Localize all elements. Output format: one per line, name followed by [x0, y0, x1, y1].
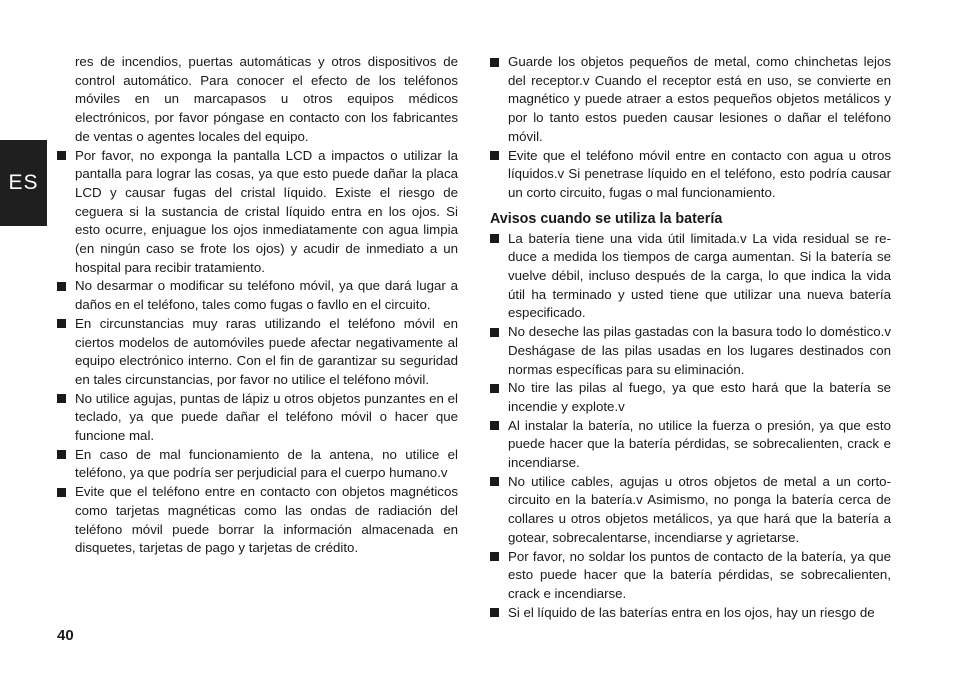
continuation-paragraph: res de incendios, puertas automáticas y otros dispositivos de control automático. Para conocer el efecto de los teléfonos móviles en un marcapasos u otros equipos médicos electrónicos, por favor póngase en contacto con los fabricantes de ventas o agentes locales del equipo.	[75, 54, 458, 144]
list-item: La batería tiene una vida útil limitada.v La vida residual se reduce a medida los tiempos de carga aumentan. Si la batería se vuelve débil, incluso después de la carga, lo que indica la vida útil ha terminado y usted tiene que utilizar una nueva batería especificado.	[490, 230, 891, 324]
bullet-square-icon	[490, 421, 499, 430]
bullet-square-icon	[490, 58, 499, 67]
language-tab	[0, 140, 47, 226]
list-item: No deseche las pilas gastadas con la basura todo lo doméstico.v Deshágase de las pilas usadas en los lugares destinados con normas específicas para su eliminación.	[490, 323, 891, 379]
list-item: No desarmar o modificar su teléfono móvil, ya que dará lugar a daños en el teléfono, tales como fugas o favllo en el circuito.	[57, 277, 458, 314]
bullet-square-icon	[490, 608, 499, 617]
list-item: Guarde los objetos pequeños de metal, como chinchetas lejos del receptor.v Cuando el receptor está en uso, se convierte en magnético y puede atraer a estos pequeños objetos metálicos y por lo tanto estos pueden causar lesiones o dañar el teléfono móvil.	[490, 53, 891, 147]
list-item: No utilice agujas, puntas de lápiz u otros objetos punzantes en el teclado, ya que puede dañar el teléfono móvil o hacer que funcione mal.	[57, 390, 458, 446]
list-item: Por favor, no exponga la pantalla LCD a impactos o utilizar la pantalla para lograr las cosas, ya que esto puede dañar la placa LCD y causar fugas del cristal líquido. Existe el riesgo de ceguera si la sustancia de cristal líquido entra en los ojos. Si esto ocurre, enjuague los ojos inmediatamente con agua limpia (en ningún caso se frote los ojos) y acudir de inmediato a un hospital para recibir tratamiento.	[57, 147, 458, 278]
list-item: Evite que el teléfono entre en contacto con objetos magnéticos como tarjetas magnéticas como las ondas de radiación del teléfono móvil puede borrar la información almacenada en disquetes, tarjetas de pago y tarjetas de crédito.	[57, 483, 458, 558]
bullet-square-icon	[490, 328, 499, 337]
left-column	[57, 53, 458, 558]
bullet-square-icon	[490, 552, 499, 561]
bullet-square-icon	[490, 384, 499, 393]
bullet-square-icon	[490, 234, 499, 243]
list-item: En circunstancias muy raras utilizando el teléfono móvil en ciertos modelos de automóviles puede afectar negativamente al equipo electrónico interno. Con el fin de garantizar su seguridad en tales circunstancias, por favor no utilice el teléfono móvil.	[57, 315, 458, 390]
bullet-square-icon	[57, 151, 66, 160]
bullet-square-icon	[490, 477, 499, 486]
list-item: Al instalar la batería, no utilice la fuerza o presión, ya que esto puede hacer que la batería pérdidas, se sobrecalienten, crack e incendiarse.	[490, 417, 891, 473]
section-heading: Avisos cuando se utiliza la batería	[490, 210, 723, 227]
list-item: Si el líquido de las baterías entra en los ojos, hay un riesgo de	[490, 604, 891, 623]
bullet-square-icon	[57, 450, 66, 459]
list-item: No utilice cables, agujas u otros objetos de metal a un cortocircuito en la batería.v Asimismo, no ponga la batería cerca de collares u otros objetos metálicos, ya que hará que la batería a gotear, sobrecalentarse, incendiarse y agrietarse.	[490, 473, 891, 548]
language-tab-label: ES	[8, 171, 39, 194]
list-item: En caso de mal funcionamiento de la antena, no utilice el teléfono, ya que podría ser perjudicial para el cuerpo humano.v	[57, 446, 458, 483]
bullet-square-icon	[57, 488, 66, 497]
list-item: No tire las pilas al fuego, ya que esto hará que la batería se incendie y explote.v	[490, 379, 891, 416]
bullet-square-icon	[57, 394, 66, 403]
bullet-square-icon	[57, 282, 66, 291]
bullet-square-icon	[490, 151, 499, 160]
list-item: Por favor, no soldar los puntos de contacto de la batería, ya que esto puede hacer que la batería pérdidas, se sobrecalienten, crack e incendiarse.	[490, 548, 891, 604]
right-column	[490, 53, 891, 622]
bullet-square-icon	[57, 319, 66, 328]
page-number: 40	[57, 627, 74, 644]
list-item: Evite que el teléfono móvil entre en contacto con agua u otros líquidos.v Si penetrase líquido en el teléfono, esto podría causar un corto circuito, fugas o mal funcionamiento.	[490, 147, 891, 203]
